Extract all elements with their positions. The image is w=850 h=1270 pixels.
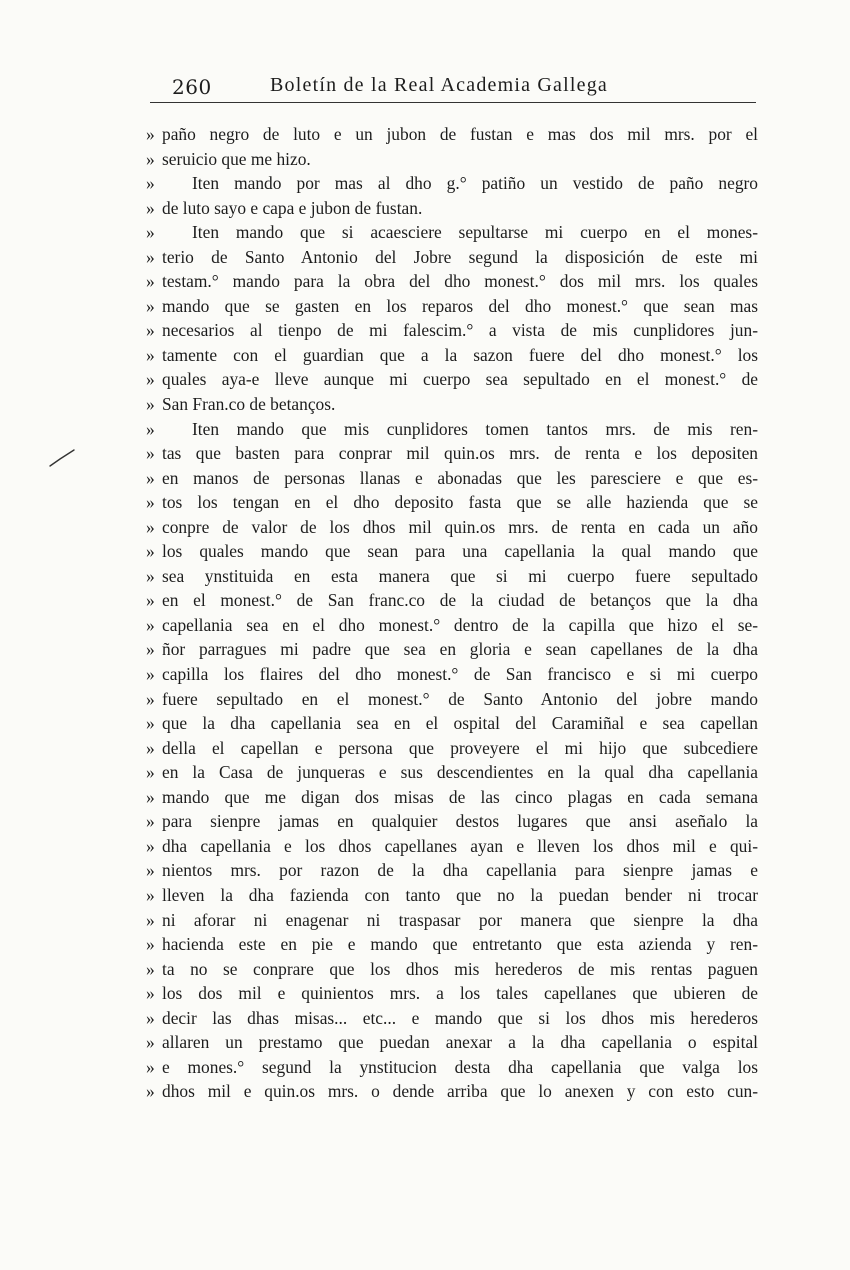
quote-mark: » — [146, 492, 155, 513]
text-line — [146, 662, 758, 687]
quote-mark: » — [146, 884, 155, 905]
page-number: 260 — [172, 75, 212, 99]
line-text: mando que me digan dos misas de las cinco plagas en cada semana — [162, 786, 758, 807]
text-line — [146, 245, 758, 270]
text-line — [146, 637, 758, 662]
quote-mark: » — [146, 786, 155, 807]
text-line — [146, 613, 758, 638]
quote-mark: » — [146, 909, 155, 930]
line-text: capilla los flaires del dho monest.° de San francisco e si mi cuerpo — [162, 664, 758, 685]
quote-mark: » — [146, 835, 155, 856]
line-text: en la Casa de junqueras e sus descendientes en la qual dha capellania — [162, 762, 758, 783]
line-text: decir las dhas misas... etc... e mando que si los dhos mis herederos — [162, 1007, 758, 1028]
line-text: della el capellan e persona que proveyere el mi hijo que subcediere — [162, 737, 758, 758]
document-body — [146, 122, 758, 1104]
quote-mark: » — [146, 173, 155, 194]
text-line — [146, 441, 758, 466]
text-line — [146, 318, 758, 343]
quote-mark: » — [146, 860, 155, 881]
line-text: paño negro de luto e un jubon de fustan e mas dos mil mrs. por el — [162, 124, 758, 144]
text-line — [146, 539, 758, 564]
quote-mark: » — [146, 614, 155, 635]
quote-mark: » — [146, 762, 155, 783]
quote-mark: » — [146, 639, 155, 660]
text-line — [146, 981, 758, 1006]
quote-mark: » — [146, 295, 155, 316]
quote-mark: » — [146, 222, 155, 243]
text-line — [146, 736, 758, 761]
line-text: San Fran.co de betanços. — [162, 394, 336, 415]
line-text: de luto sayo e capa e jubon de fustan. — [162, 197, 423, 218]
quote-mark: » — [146, 1032, 155, 1053]
text-line — [146, 515, 758, 540]
quote-mark: » — [146, 983, 155, 1004]
text-line — [146, 588, 758, 613]
line-text: Iten mando por mas al dho g.° patiño un vestido de paño negro — [192, 173, 758, 194]
line-text: ñor parragues mi padre que sea en gloria e sean capellanes de la dha — [162, 639, 758, 660]
text-line — [146, 957, 758, 982]
quote-mark: » — [146, 688, 155, 709]
quote-mark: » — [146, 246, 155, 267]
text-line — [146, 367, 758, 392]
margin-pencil-mark — [48, 446, 76, 470]
quote-mark: » — [146, 271, 155, 292]
quote-mark: » — [146, 958, 155, 979]
quote-mark: » — [146, 418, 155, 439]
text-line — [146, 908, 758, 933]
text-line — [146, 1055, 758, 1080]
page-header — [150, 66, 756, 103]
line-text: capellania sea en el dho monest.° dentro de la capilla que hizo el se- — [162, 614, 758, 635]
line-text: seruicio que me hizo. — [162, 148, 311, 169]
text-line — [146, 883, 758, 908]
text-line — [146, 858, 758, 883]
text-line — [146, 809, 758, 834]
quote-mark: » — [146, 934, 155, 955]
line-text: en manos de personas llanas e abonadas que les paresciere e que es- — [162, 467, 758, 488]
line-text: ni aforar ni enagenar ni traspasar por manera que sienpre la dha — [162, 909, 758, 930]
line-text: mando que se gasten en los reparos del dho monest.° que sean mas — [162, 295, 758, 316]
text-line — [146, 1079, 758, 1104]
line-text: testam.° mando para la obra del dho monest.° dos mil mrs. los quales — [162, 271, 758, 292]
quote-mark: » — [146, 1056, 155, 1077]
line-text: sea ynstituida en esta manera que si mi cuerpo fuere sepultado — [162, 565, 758, 586]
quote-mark: » — [146, 320, 155, 341]
line-text: fuere sepultado en el monest.° de Santo Antonio del jobre mando — [162, 688, 758, 709]
line-text: terio de Santo Antonio del Jobre segund la disposición de este mi — [162, 246, 758, 267]
quote-mark: » — [146, 443, 155, 464]
quote-mark: » — [146, 516, 155, 537]
line-text: tamente con el guardian que a la sazon fuere del dho monest.° los — [162, 344, 758, 365]
quote-mark: » — [146, 541, 155, 562]
text-line — [146, 171, 758, 196]
line-text: los dos mil e quinientos mrs. a los tales capellanes que ubieren de — [162, 983, 758, 1004]
quote-mark: » — [146, 148, 155, 169]
quote-mark: » — [146, 1007, 155, 1028]
text-line — [146, 343, 758, 368]
quote-mark: » — [146, 590, 155, 611]
line-text: conpre de valor de los dhos mil quin.os mrs. de renta en cada un año — [162, 516, 758, 537]
line-text: ta no se conprare que los dhos mis herederos de mis rentas paguen — [162, 958, 758, 979]
text-line — [146, 147, 758, 172]
quote-mark: » — [146, 467, 155, 488]
text-line — [146, 711, 758, 736]
line-text: nientos mrs. por razon de la dha capellania para sienpre jamas e — [162, 860, 758, 881]
quote-mark: » — [146, 1081, 155, 1102]
line-text: en el monest.° de San franc.co de la ciudad de betanços que la dha — [162, 590, 758, 611]
text-line — [146, 932, 758, 957]
text-line — [146, 269, 758, 294]
line-text: hacienda este en pie e mando que entretanto que esta azienda y ren- — [162, 934, 758, 955]
text-line — [146, 122, 758, 147]
line-text: lleven la dha fazienda con tanto que no la puedan bender ni trocar — [162, 884, 758, 905]
text-line — [146, 417, 758, 442]
quote-mark: » — [146, 197, 155, 218]
quote-mark: » — [146, 811, 155, 832]
quote-mark: » — [146, 369, 155, 390]
quote-mark: » — [146, 737, 155, 758]
text-line — [146, 834, 758, 859]
line-text: tas que basten para conprar mil quin.os mrs. de renta e los depositen — [162, 443, 758, 464]
text-line — [146, 466, 758, 491]
line-text: dhos mil e quin.os mrs. o dende arriba que lo anexen y con esto cun- — [162, 1081, 758, 1102]
line-text: e mones.° segund la ynstitucion desta dha capellania que valga los — [162, 1056, 758, 1077]
text-line — [146, 490, 758, 515]
text-line — [146, 760, 758, 785]
line-text: Iten mando que mis cunplidores tomen tantos mrs. de mis ren- — [192, 418, 758, 439]
quote-mark: » — [146, 664, 155, 685]
quote-mark: » — [146, 565, 155, 586]
quote-mark: » — [146, 344, 155, 365]
line-text: los quales mando que sean para una capellania la qual mando que — [162, 541, 758, 562]
line-text: allaren un prestamo que puedan anexar a la dha capellania o espital — [162, 1032, 758, 1053]
text-line — [146, 392, 758, 417]
text-line — [146, 196, 758, 221]
text-line — [146, 785, 758, 810]
line-text: tos los tengan en el dho deposito fasta que se alle hazienda que se — [162, 492, 758, 513]
quote-mark: » — [146, 124, 155, 144]
line-text: que la dha capellania sea en el ospital del Caramiñal e sea capellan — [162, 713, 758, 734]
line-text: Iten mando que si acaesciere sepultarse mi cuerpo en el mones- — [192, 222, 758, 243]
quote-mark: » — [146, 713, 155, 734]
line-text: necesarios al tienpo de mi falescim.° a vista de mis cunplidores jun- — [162, 320, 758, 341]
text-line — [146, 687, 758, 712]
text-line — [146, 1006, 758, 1031]
line-text: dha capellania e los dhos capellanes ayan e lleven los dhos mil e qui- — [162, 835, 758, 856]
text-line — [146, 1030, 758, 1055]
running-title: Boletín de la Real Academia Gallega — [270, 74, 608, 96]
text-line — [146, 294, 758, 319]
text-line — [146, 564, 758, 589]
quote-mark: » — [146, 394, 155, 415]
line-text: para sienpre jamas en qualquier destos lugares que ansi aseñalo la — [162, 811, 758, 832]
line-text: quales aya-e lleve aunque mi cuerpo sea sepultado en el monest.° de — [162, 369, 758, 390]
text-line — [146, 220, 758, 245]
